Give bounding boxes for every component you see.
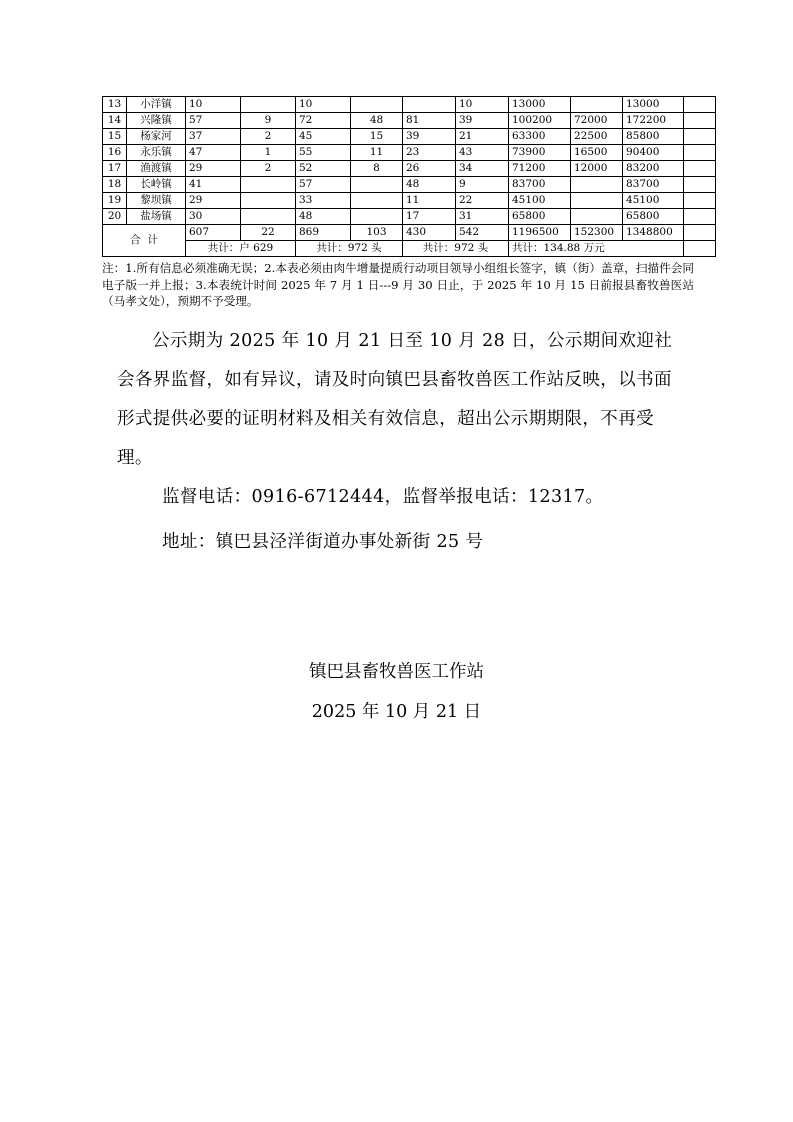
- table-cell: [571, 209, 623, 225]
- table-cell: [684, 129, 716, 145]
- table-cell: [351, 193, 403, 209]
- summary-cattle-b: 共计：972 头: [403, 241, 509, 257]
- total-cell: 22: [241, 225, 296, 241]
- table-cell: 43: [456, 145, 509, 161]
- table-cell: 17: [403, 209, 456, 225]
- supervision-phone: 监督电话：0916-6712444，监督举报电话：12317。: [162, 487, 604, 507]
- table-totals: [103, 225, 716, 257]
- table-cell: [684, 193, 716, 209]
- table-cell: [684, 97, 716, 113]
- summary-amount: 共计：134.88 万元: [509, 241, 684, 257]
- table-cell: 45100: [623, 193, 684, 209]
- town-name: 杨家河: [127, 129, 186, 145]
- table-cell: 63300: [509, 129, 571, 145]
- table-cell: 26: [403, 161, 456, 177]
- table-cell: [403, 97, 456, 113]
- row-number: 16: [103, 145, 127, 161]
- table-cell: 48: [351, 113, 403, 129]
- table-cell: 33: [296, 193, 351, 209]
- totals-row: [103, 225, 716, 241]
- table-row: [103, 161, 716, 177]
- table-cell: 8: [351, 161, 403, 177]
- table-cell: [684, 161, 716, 177]
- table-body: [103, 97, 716, 225]
- table-cell: 13000: [623, 97, 684, 113]
- table-row: [103, 113, 716, 129]
- town-name: 小洋镇: [127, 97, 186, 113]
- table-cell: 22: [456, 193, 509, 209]
- table-row: [103, 209, 716, 225]
- table-cell: 90400: [623, 145, 684, 161]
- summary-row: [103, 241, 716, 257]
- table-cell: 15: [351, 129, 403, 145]
- table-cell: 2: [241, 129, 296, 145]
- address-line: 地址：镇巴县泾洋街道办事处新街 25 号: [162, 532, 484, 552]
- table-cell: 10: [296, 97, 351, 113]
- table-cell: 71200: [509, 161, 571, 177]
- table-cell: [684, 177, 716, 193]
- table-cell: 9: [241, 113, 296, 129]
- table-cell: 57: [186, 113, 241, 129]
- table-cell: 10: [456, 97, 509, 113]
- total-cell: 542: [456, 225, 509, 241]
- row-number: 14: [103, 113, 127, 129]
- table-cell: 16500: [571, 145, 623, 161]
- table-cell: 100200: [509, 113, 571, 129]
- total-cell: 152300: [571, 225, 623, 241]
- table-cell: 12000: [571, 161, 623, 177]
- table-cell: 13000: [509, 97, 571, 113]
- table-cell: [351, 209, 403, 225]
- row-number: 13: [103, 97, 127, 113]
- town-name: 兴隆镇: [127, 113, 186, 129]
- total-cell: [684, 225, 716, 241]
- table-cell: 10: [186, 97, 241, 113]
- table-cell: 31: [456, 209, 509, 225]
- table-cell: 72000: [571, 113, 623, 129]
- table-cell: 30: [186, 209, 241, 225]
- table-cell: 2: [241, 161, 296, 177]
- table-cell: 23: [403, 145, 456, 161]
- table-cell: 73900: [509, 145, 571, 161]
- table-row: [103, 177, 716, 193]
- total-cell: 607: [186, 225, 241, 241]
- table-cell: 65800: [509, 209, 571, 225]
- table-cell: [351, 177, 403, 193]
- notice-paragraph: 公示期为 2025 年 10 月 21 日至 10 月 28 日，公示期间欢迎社会各界监督，如有异议，请及时向镇巴县畜牧兽医工作站反映，以书面形式提供必要的证明材料及相关有效信息，超出公示期期限，不再受理。: [117, 331, 673, 468]
- table-cell: 45: [296, 129, 351, 145]
- table-cell: 41: [186, 177, 241, 193]
- row-number: 20: [103, 209, 127, 225]
- total-cell: 430: [403, 225, 456, 241]
- table-cell: [241, 209, 296, 225]
- table-cell: 11: [351, 145, 403, 161]
- table-note: 注：1.所有信息必须准确无误；2.本表必须由肉牛增量提质行动项目领导小组组长签字，镇（街）盖章，扫描件会同电子版一并上报；3.本表统计时间 2025 年 7 月 1 日---9 月 30 日止，于 2025 年 10 月 15 日前报县畜牧兽医站（马孝文处），预期不予受理。: [102, 261, 694, 308]
- table-cell: [684, 209, 716, 225]
- table-cell: [684, 145, 716, 161]
- town-name: 渔渡镇: [127, 161, 186, 177]
- table-cell: 45100: [509, 193, 571, 209]
- statistics-table: [102, 96, 716, 257]
- signature-org: 镇巴县畜牧兽医工作站: [309, 662, 484, 682]
- summary-households: 共计：户 629: [186, 241, 296, 257]
- row-number: 18: [103, 177, 127, 193]
- table-cell: 48: [296, 209, 351, 225]
- table-row: [103, 97, 716, 113]
- summary-empty: [684, 241, 716, 257]
- total-cell: 1196500: [509, 225, 571, 241]
- row-number: 19: [103, 193, 127, 209]
- table-cell: 85800: [623, 129, 684, 145]
- town-name: 永乐镇: [127, 145, 186, 161]
- table-cell: 39: [456, 113, 509, 129]
- table-cell: 57: [296, 177, 351, 193]
- table-cell: 65800: [623, 209, 684, 225]
- table-row: [103, 145, 716, 161]
- table-cell: [684, 113, 716, 129]
- table-cell: 83700: [509, 177, 571, 193]
- table-cell: 29: [186, 193, 241, 209]
- table-cell: 11: [403, 193, 456, 209]
- table-cell: 52: [296, 161, 351, 177]
- table-cell: 47: [186, 145, 241, 161]
- table-cell: 9: [456, 177, 509, 193]
- row-number: 17: [103, 161, 127, 177]
- town-name: 黎坝镇: [127, 193, 186, 209]
- table-cell: 37: [186, 129, 241, 145]
- total-label: 合 计: [103, 225, 186, 257]
- table-cell: 83700: [623, 177, 684, 193]
- table-cell: [241, 193, 296, 209]
- total-cell: 103: [351, 225, 403, 241]
- signature-date: 2025 年 10 月 21 日: [311, 702, 482, 722]
- table-cell: 81: [403, 113, 456, 129]
- table-cell: 72: [296, 113, 351, 129]
- table-row: [103, 129, 716, 145]
- table-cell: 48: [403, 177, 456, 193]
- total-cell: 869: [296, 225, 351, 241]
- table-cell: 172200: [623, 113, 684, 129]
- table-cell: [571, 193, 623, 209]
- town-name: 盐场镇: [127, 209, 186, 225]
- table-cell: [571, 97, 623, 113]
- table-cell: 1: [241, 145, 296, 161]
- table-cell: [571, 177, 623, 193]
- table-cell: 29: [186, 161, 241, 177]
- table-cell: 22500: [571, 129, 623, 145]
- table-cell: 55: [296, 145, 351, 161]
- table-row: [103, 193, 716, 209]
- table-cell: 21: [456, 129, 509, 145]
- table-cell: [241, 97, 296, 113]
- table-cell: [351, 97, 403, 113]
- total-cell: 1348800: [623, 225, 684, 241]
- table-cell: [241, 177, 296, 193]
- table-cell: 34: [456, 161, 509, 177]
- table-cell: 39: [403, 129, 456, 145]
- row-number: 15: [103, 129, 127, 145]
- summary-cattle-a: 共计：972 头: [296, 241, 403, 257]
- table-cell: 83200: [623, 161, 684, 177]
- town-name: 长岭镇: [127, 177, 186, 193]
